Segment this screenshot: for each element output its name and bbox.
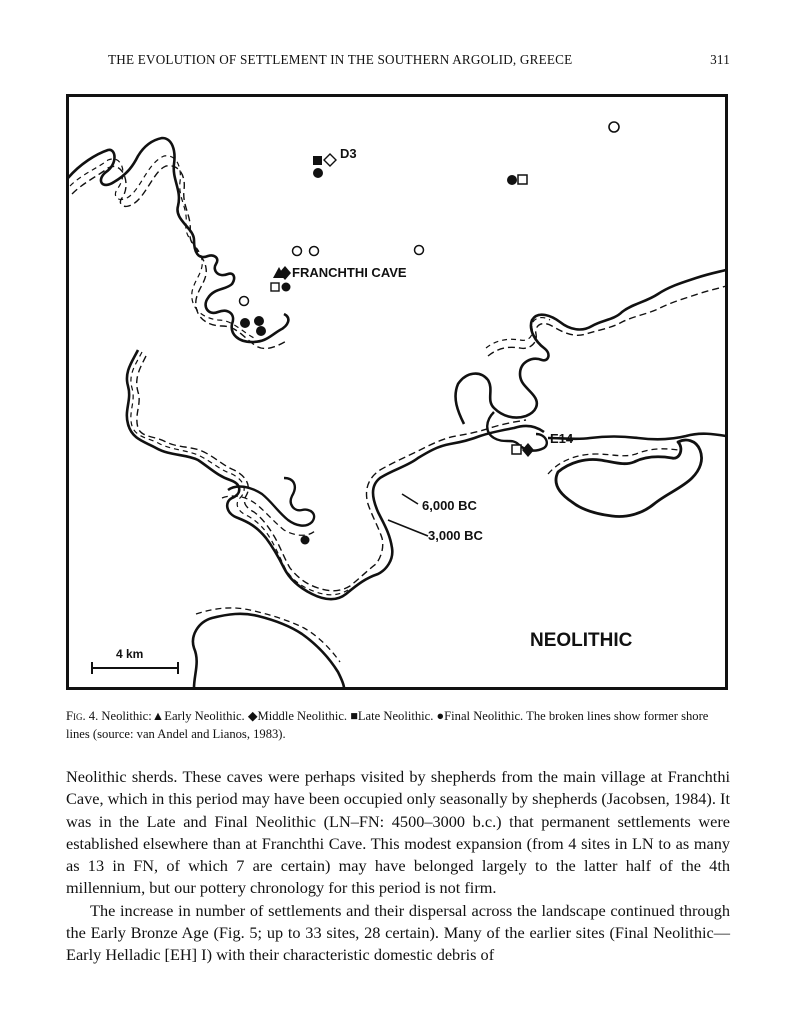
site-final-neolithic-dot bbox=[301, 536, 310, 545]
figure-label: Fig. 4. bbox=[66, 709, 99, 723]
caption-final: Final Neolithic. bbox=[444, 709, 524, 723]
square-icon: ■ bbox=[350, 709, 358, 723]
site-final-neolithic-dot bbox=[313, 168, 323, 178]
caption-early: Early Neolithic. bbox=[164, 709, 245, 723]
site-final-neolithic-dot bbox=[240, 318, 250, 328]
paragraph: Neolithic sherds. These caves were perhaps visited by shepherds from the main village at Franchthi Cave, which in this period may have been occupied only seasonally by shepherds (Jacobsen, 1984). It was in the Late and Final Neolithic (LN–FN: 4500–3000 b.c.) that permanent settlements were established elsewhere than at Franchthi Cave. This modest expansion (from 4 sites in LN to as many as 13 in FN, of which 7 are certain) may have belonged largely to the latter half of the 4th millennium, but our pottery chronology for this period is not firm. bbox=[66, 767, 730, 898]
label-period: NEOLITHIC bbox=[530, 630, 633, 651]
site-open-circle bbox=[240, 297, 249, 306]
running-title: THE EVOLUTION OF SETTLEMENT IN THE SOUTHERN ARGOLID, GREECE bbox=[108, 52, 573, 67]
neolithic-map bbox=[66, 94, 728, 690]
site-open-circle bbox=[609, 122, 619, 132]
running-head bbox=[108, 52, 730, 68]
site-final-neolithic-dot bbox=[256, 326, 266, 336]
caption-rest: The broken lines show former shore lines (source: van Andel and Lianos, 1983). bbox=[66, 709, 709, 741]
body-text bbox=[66, 766, 730, 967]
map-frame bbox=[68, 96, 727, 689]
caption-middle: Middle Neolithic. bbox=[257, 709, 348, 723]
caption-lead: Neolithic: bbox=[101, 709, 152, 723]
paragraph: The increase in number of settlements and their dispersal across the landscape continued through the Early Bronze Age (Fig. 5; up to 33 sites, 28 certain). Many of the earlier sites (Final Neolithic—Early Helladic [EH] I) with their characteristic domestic debris of bbox=[66, 900, 730, 965]
triangle-icon: ▲ bbox=[151, 709, 165, 723]
site-late-neolithic-square-open bbox=[512, 445, 521, 454]
scale-label: 4 km bbox=[116, 647, 144, 661]
label-3000bc: 3,000 BC bbox=[428, 528, 483, 543]
site-open-circle bbox=[415, 246, 424, 255]
site-late-neolithic-square-open bbox=[518, 175, 527, 184]
figure-caption bbox=[66, 707, 728, 743]
site-late-neolithic-square-open bbox=[271, 283, 279, 291]
site-final-neolithic-dot bbox=[254, 316, 264, 326]
label-franchthi-cave: FRANCHTHI CAVE bbox=[292, 265, 407, 280]
site-late-neolithic-square bbox=[313, 156, 322, 165]
circle-icon: ● bbox=[436, 709, 445, 723]
site-final-neolithic-dot bbox=[507, 175, 517, 185]
site-final-neolithic-dot bbox=[282, 283, 291, 292]
page-number: 311 bbox=[710, 52, 730, 67]
label-d3: D3 bbox=[340, 146, 357, 161]
diamond-icon: ◆ bbox=[247, 709, 258, 723]
site-open-circle bbox=[293, 247, 302, 256]
caption-late: Late Neolithic. bbox=[357, 709, 434, 723]
site-open-circle bbox=[310, 247, 319, 256]
label-e14: E14 bbox=[550, 431, 574, 446]
label-6000bc: 6,000 BC bbox=[422, 498, 477, 513]
